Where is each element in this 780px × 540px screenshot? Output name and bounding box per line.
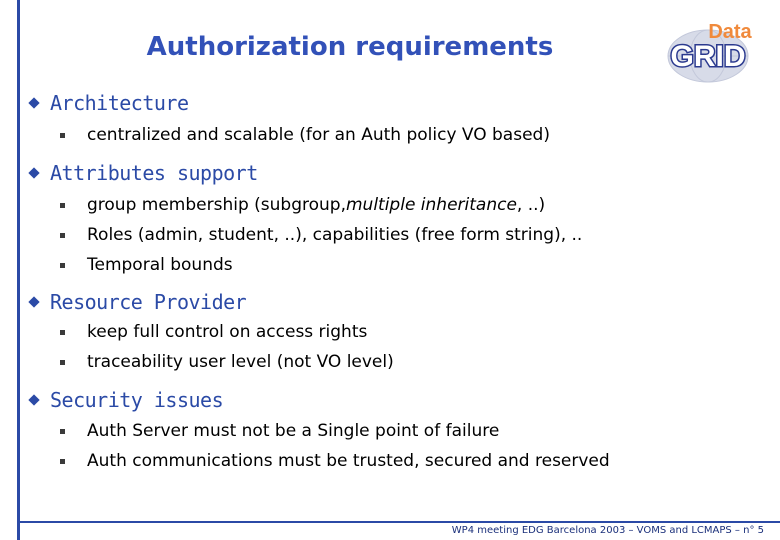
square-bullet-icon: [60, 429, 65, 434]
left-border-line: [17, 0, 20, 540]
square-bullet-icon: [60, 133, 65, 138]
bottom-border-line: [17, 521, 780, 523]
slide-title: Authorization requirements: [146, 32, 554, 62]
svg-text:Data: Data: [708, 21, 752, 43]
section-heading: Resource Provider: [28, 290, 246, 314]
section-heading: Attributes support: [28, 161, 258, 185]
slide-footer: WP4 meeting EDG Barcelona 2003 – VOMS and LCMAPS – n° 5: [451, 525, 764, 536]
square-bullet-icon: [60, 263, 65, 268]
square-bullet-icon: [60, 360, 65, 365]
square-bullet-icon: [60, 233, 65, 238]
diamond-bullet-icon: [28, 394, 39, 405]
list-item: keep full control on access rights: [60, 321, 367, 343]
list-item: group membership (subgroup, multiple inheritance , ..): [60, 194, 545, 216]
list-item: Temporal bounds: [60, 254, 233, 276]
list-item: traceability user level (not VO level): [60, 351, 394, 373]
section-heading: Security issues: [28, 388, 223, 412]
datagrid-logo: [652, 14, 764, 84]
svg-text:GRID: GRID: [670, 40, 746, 73]
square-bullet-icon: [60, 203, 65, 208]
diamond-bullet-icon: [28, 296, 39, 307]
square-bullet-icon: [60, 330, 65, 335]
list-item: Roles (admin, student, ..), capabilities (free form string), ..: [60, 224, 582, 246]
diamond-bullet-icon: [28, 97, 39, 108]
list-item: centralized and scalable (for an Auth policy VO based): [60, 124, 550, 146]
list-item: Auth communications must be trusted, secured and reserved: [60, 450, 610, 472]
list-item: Auth Server must not be a Single point of failure: [60, 420, 499, 442]
diamond-bullet-icon: [28, 167, 39, 178]
square-bullet-icon: [60, 459, 65, 464]
section-heading: Architecture: [28, 91, 189, 115]
